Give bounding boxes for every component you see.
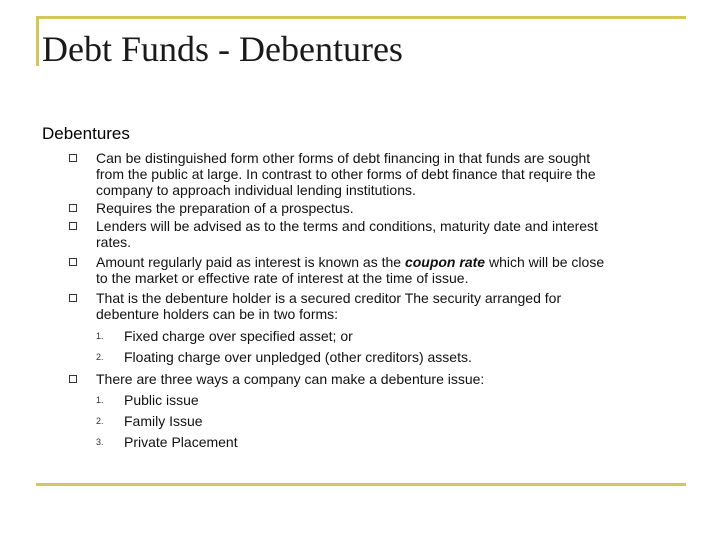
bullet-4-text-end: which will be close [485,254,605,270]
slide-title: Debt Funds - Debentures [42,29,403,69]
bullet-5-line-2: debenture holders can be in two forms: [96,306,339,322]
sub-item-number: 3. [96,437,104,447]
sub-item-number: 1. [96,395,104,405]
sub-item-text: Private Placement [124,434,238,450]
sub-item-text: Floating charge over unpledged (other creditors) assets. [124,349,472,365]
square-bullet-icon [69,204,77,212]
bullet-6-line-1: There are three ways a company can make a debenture issue: [96,371,485,387]
sub-item-number: 2. [96,352,104,362]
bullet-4-text-start: Amount regularly paid as interest is known as the [96,254,405,270]
bottom-accent-line [36,483,686,486]
sub-item-number: 1. [96,331,104,341]
sub-item-text: Family Issue [124,413,203,429]
square-bullet-icon [69,294,77,302]
section-heading: Debentures [42,124,130,143]
square-bullet-icon [69,222,77,230]
sub-item-text: Fixed charge over specified asset; or [124,328,353,344]
bullet-3-line-1: Lenders will be advised as to the terms and conditions, maturity date and interest [96,218,598,234]
bullet-1-line-1: Can be distinguished form other forms of debt financing in that funds are sought [96,150,591,166]
bullet-3-line-2: rates. [96,234,132,250]
bullet-4-line-2: to the market or effective rate of interest at the time of issue. [96,270,469,286]
bullet-5-line-1: That is the debenture holder is a secured creditor The security arranged for [96,290,562,306]
square-bullet-icon [69,375,77,383]
bullet-4-line-1 [96,254,604,271]
bullet-2-line-1: Requires the preparation of a prospectus. [96,200,354,216]
left-accent-line [36,16,39,66]
coupon-rate-term: coupon rate [404,254,486,270]
bullet-1-line-3: company to approach individual lending institutions. [96,182,416,198]
sub-item-number: 2. [96,416,104,426]
square-bullet-icon [69,258,77,266]
square-bullet-icon [69,154,77,162]
top-accent-line [36,16,686,19]
bullet-1-line-2: from the public at large. In contrast to other forms of debt finance that require the [96,166,596,182]
sub-item-text: Public issue [124,392,199,408]
